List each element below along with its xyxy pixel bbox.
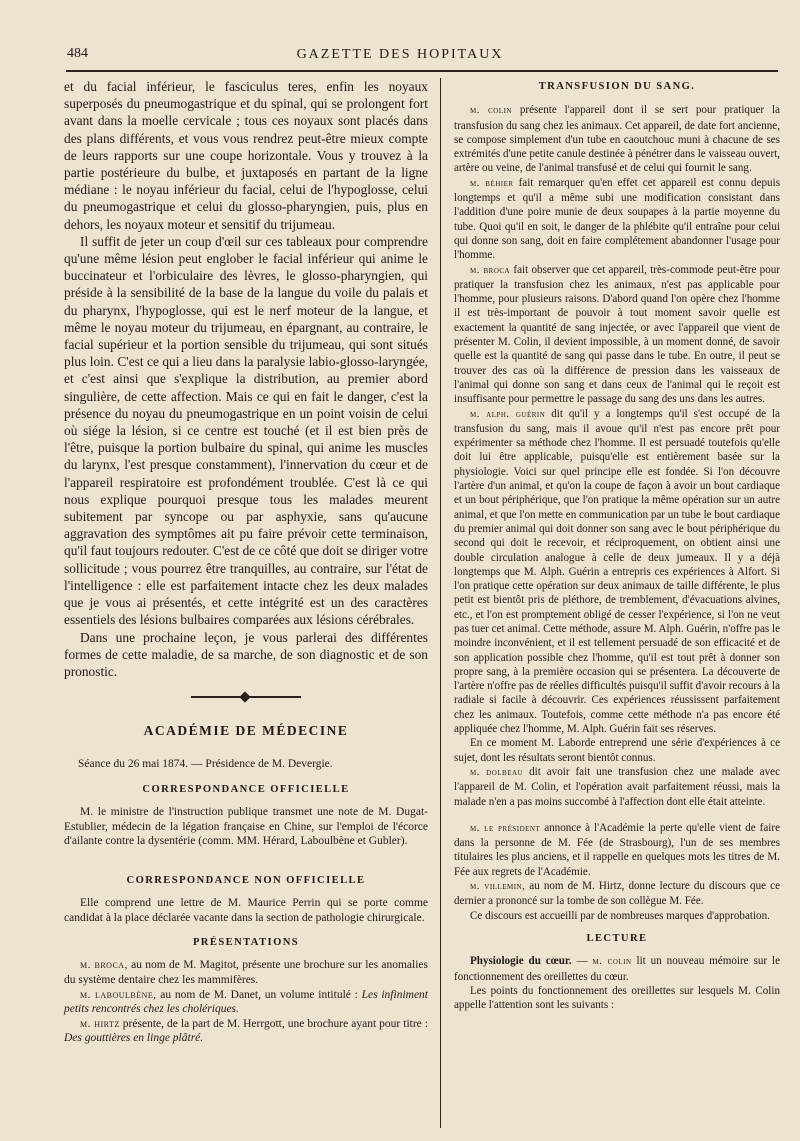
behier-paragraph: m. béhier fait remarquer qu'en effet cet appareil est connu depuis longtemps et qu'il a même subi une modification consistant dans l'addition d'une poire munie de deux soupapes à la partie moyenne du tube. Quoi qu'il en soit, le danger de la phlébite qu'il entraîne pour celui qui donne son sang, doit en faire complétement abandonner l'usage pour l'homme. xyxy=(454,176,781,262)
corr-officielle-heading: CORRESPONDANCE OFFICIELLE xyxy=(142,783,350,795)
lecture-paragraph-1: et du facial inférieur, le fasciculus teres, enfin les noyaux superposés du pneumogastrique et du spinal, qui se prolongent fort avant dans la moelle cervicale ; tous ces noyaux sont placés dans des plans différents, et vous vous rendrez peut-être mieux compte de leurs rapports sur une coupe horizontale. Vous y trouvez à la partie postérieure du bulbe, et juxtaposés en partant de la ligne médiane : le noyau inférieur du facial, celui de l'hypoglosse, celui du pneumogastrique et celui du glosso-pharyngien, puis, plus en dehors, les noyaux moteur et sensitif du trijumeau. xyxy=(64,79,428,232)
transfusion-heading: TRANSFUSION DU SANG. xyxy=(538,81,696,92)
speaker-name: m. broca xyxy=(470,264,511,276)
president-paragraph: m. le président annonce à l'Académie la perte qu'elle vient de faire dans la personne de M. Fée (de Strasbourg), l'un de ses membres titulaires les plus anciens, et il rappelle en quelques mots les titres de M. Fée aux regrets de l'Académie. xyxy=(454,821,780,878)
presentation-broca: m. broca, au nom de M. Magitot, présente une brochure sur les anomalies du système dentaire chez les mammifères. xyxy=(64,959,429,987)
corr-non-officielle-heading: CORRESPONDANCE NON OFFICIELLE xyxy=(126,874,366,886)
lecture-colin-paragraph: Physiologie du cœur. — m. colin lit un nouveau mémoire sur le fonctionnement des oreillettes du cœur. xyxy=(454,955,780,983)
presentation-laboulbene: m. laboulbène, au nom de M. Danet, un volume intitulé : Les infiniment petits rencontrés chez les cholériques. xyxy=(64,988,428,1016)
lecture-paragraph-3: Dans une prochaine leçon, je vous parlerai des différentes formes de cette maladie, de sa marche, de son diagnostic et de son pronostic. xyxy=(64,629,428,679)
seance-line: Séance du 26 mai 1874. — Présidence de M. Devergie. xyxy=(78,758,333,771)
speaker-name: m. colin xyxy=(470,105,512,117)
speaker-name: m. broca, xyxy=(80,959,128,972)
right-column xyxy=(454,80,780,1012)
page-number: 484 xyxy=(67,46,88,61)
lecture-heading: LECTURE xyxy=(586,932,648,944)
book-title: Les infiniment petits rencontrés chez les cholériques. xyxy=(64,988,428,1016)
section-ornament xyxy=(64,686,428,708)
speaker-name: m. colin xyxy=(592,956,632,968)
dolbeau-paragraph: m. dolbeau dit avoir fait une transfusion chez une malade avec l'appareil de M. Colin, et l'opération avait parfaitement réussi, mais la malade n'en a pas moins succombé à l'affection dont elle était atteinte. xyxy=(454,765,780,808)
left-column xyxy=(64,78,428,1046)
academie-heading: ACADÉMIE DE MÉDECINE xyxy=(143,723,349,739)
column-divider xyxy=(440,78,441,1128)
broca-paragraph: m. broca fait observer que cet appareil, très-commode peut-être pour pratiquer la transfusion chez les animaux, n'est pas applicable pour l'homme, pour plusieurs raisons. D'abord quand l'on opère chez l'homme il est très-important de pouvoir à tout moment savoir quelle est exactement la quantité de sang injectée, or avec l'appareil que vient de présenter M. Colin, il devient impossible, à un moment donné, de savoir quelle est la quantité de sang qui passe dans le tube. En outre, il peut se trouver des cas où la différence de pression dans les vaisseaux de l'animal qui donne son sang et dans ceux de l'animal qui le reçoit est insuffisante pour permettre le passage du sang des uns dans les autres. xyxy=(454,263,781,406)
book-title: Des gouttières en linge plâtré. xyxy=(64,1032,204,1045)
laborde-paragraph: En ce moment M. Laborde entreprend une série d'expériences à ce sujet, dont les résultats seront bientôt connus. xyxy=(454,737,780,764)
corr-officielle-text: M. le ministre de l'instruction publique transmet une note de M. Dugat-Estublier, médecin de la légation française en Chine, sur l'emploi de l'écorce d'ailante contre la dysentérie (comm. MM. Hérard, Laboulbène et Gubler). xyxy=(64,806,428,848)
points-paragraph: Les points du fonctionnement des oreillettes sur lesquels M. Colin appelle l'attention sont les suivants : xyxy=(454,984,780,1012)
speaker-name: m. hirtz xyxy=(80,1017,120,1030)
discours-paragraph: Ce discours est accueilli par de nombreuses marques d'approbation. xyxy=(470,909,770,922)
corr-non-officielle-text: Elle comprend une lettre de M. Maurice Perrin qui se porte comme candidat à la place déclarée vacante dans la section de pathologie chirurgicale. xyxy=(64,897,428,924)
colin-paragraph: m. colin présente l'appareil dont il se sert pour pratiquer la transfusion du sang chez les animaux. Cet appareil, de date fort ancienne, se compose simplement d'un tube en caoutchouc muni à chacune de ses extrémités d'une petite canule destinée à pénétrer dans le vaisseau ouvert, artère ou veine, de l'animal transfusé et de celui qui fournit le sang. xyxy=(454,104,780,175)
speaker-name: m. béhier xyxy=(470,177,514,189)
presentation-hirtz: m. hirtz présente, de la part de M. Herrgott, une brochure ayant pour titre : Des gouttières en linge plâtré. xyxy=(64,1017,428,1045)
guerin-paragraph: m. alph. guérin dit qu'il y a longtemps qu'il s'est occupé de la transfusion du sang, mais il avoue qu'il n'est pas encore prêt pour expérimenter sa méthode chez l'homme. Il est persuadé toutefois qu'elle doit lui être applicable, puisqu'elle est entièrement basée sur la physiologie. Voici sur quel principe elle est fondée. Si l'on découvre l'artère d'un animal, et qu'on la coupe de façon à avoir un bout cardiaque et un bout périphérique, que l'on pratique la même opération sur un autre animal, et que l'on mette en communication par un tube le bout cardiaque du premier animal qui doit donner son sang avec le bout périphérique du second qui doit le recevoir, et réciproquement, on obtient ainsi une double circulation analogue à celle de deux jumeaux. Il y a déjà longtemps que M. Alph. Guérin a entrepris ces expériences à Alfort. Si l'on pratique cette opération sur deux animaux de taille différente, le plus petit est bientôt pris de pléthore, de tremblement, d'évacuations alvines, etc., et l'on est promptement obligé de cesser l'expérience, si l'on ne veut pas tuer cet animal. Cette méthode, assure M. Alph. Guérin, n'offre pas le moindre inconvénient, et il est tellement persuadé de son efficacité et de son application possible chez l'homme, qu'il est tout prêt à donner son propre sang, à la première occasion qui se présentera. La découverte de l'artère n'offre pas de réelles difficultés puisqu'il suffit d'avoir recours à la radiale si facile à découvrir. Ces expériences réussissent parfaitement chez les animaux. Toutefois, comme cette méthode n'a pas encore été appliquée chez l'homme, M. Alph. Guérin fait ses réserves. xyxy=(454,407,780,736)
villemin-paragraph: m. villemin, au nom de M. Hirtz, donne lecture du discours que ce dernier a prononcé sur la tombe de son collègue M. Fée. xyxy=(454,880,780,908)
speaker-name: m. dolbeau xyxy=(470,766,524,778)
lecture-paragraph-2: Il suffit de jeter un coup d'œil sur ces tableaux pour comprendre qu'une même lésion peut englober le facial inférieur qui anime le buccinateur et l'orbiculaire des lèvres, le glosso-pharyngien, qui préside à la sensibilité de la base de la langue du voile du palais et du pharynx, l'hypoglosse, qui est le nerf moteur de la langue, et même le noyau moteur du trijumeau, en épargnant, au contraire, le facial supérieur et la portion sensible du trijumeau, qui sont situés plus loin. C'est ce qui a lieu dans la paralysie labio-glosso-laryngée, et c'est ainsi que s'explique la distribution, au premier abord singulière, de cette affection. Mais ce qui en fait le danger, c'est la présence du noyau du pneumogastrique en un point voisin de celui où siége la lésion, si ce centre est touché (et il est bien près de l'être, puisque la portion bulbaire du spinal, qui anime les muscles du larynx, l'est presque constamment), l'innervation du cœur et de l'appareil respiratoire est profondément troublée. C'est là ce qui nous explique pourquoi presque tous les malades meurent subitement par syncope ou par asphyxie, sans qu'aucune aggravation des symptômes ait pu faire prévoir cette terminaison, qu'il faut toujours redouter. C'est de ce côté que doit se diriger votre sollicitude ; vous pourrez être tranquilles, au contraire, sur l'état de l'intelligence : elle est parfaitement intacte chez les deux malades que je vous ai présentés, et cette intégrité est un des caractères essentiels des lésions bulbaires comparées aux lésions cérébrales. xyxy=(64,233,428,628)
speaker-name: m. le président xyxy=(470,822,541,834)
running-title: GAZETTE DES HOPITAUX xyxy=(296,47,504,62)
lecture-title: Physiologie du cœur. xyxy=(470,955,572,968)
speaker-name: m. laboulbène, xyxy=(80,988,157,1001)
speaker-name: m. villemin, xyxy=(470,881,526,893)
header-rule xyxy=(66,70,778,72)
speaker-name: m. alph. guérin xyxy=(470,408,546,420)
presentations-heading: PRÉSENTATIONS xyxy=(192,937,300,949)
